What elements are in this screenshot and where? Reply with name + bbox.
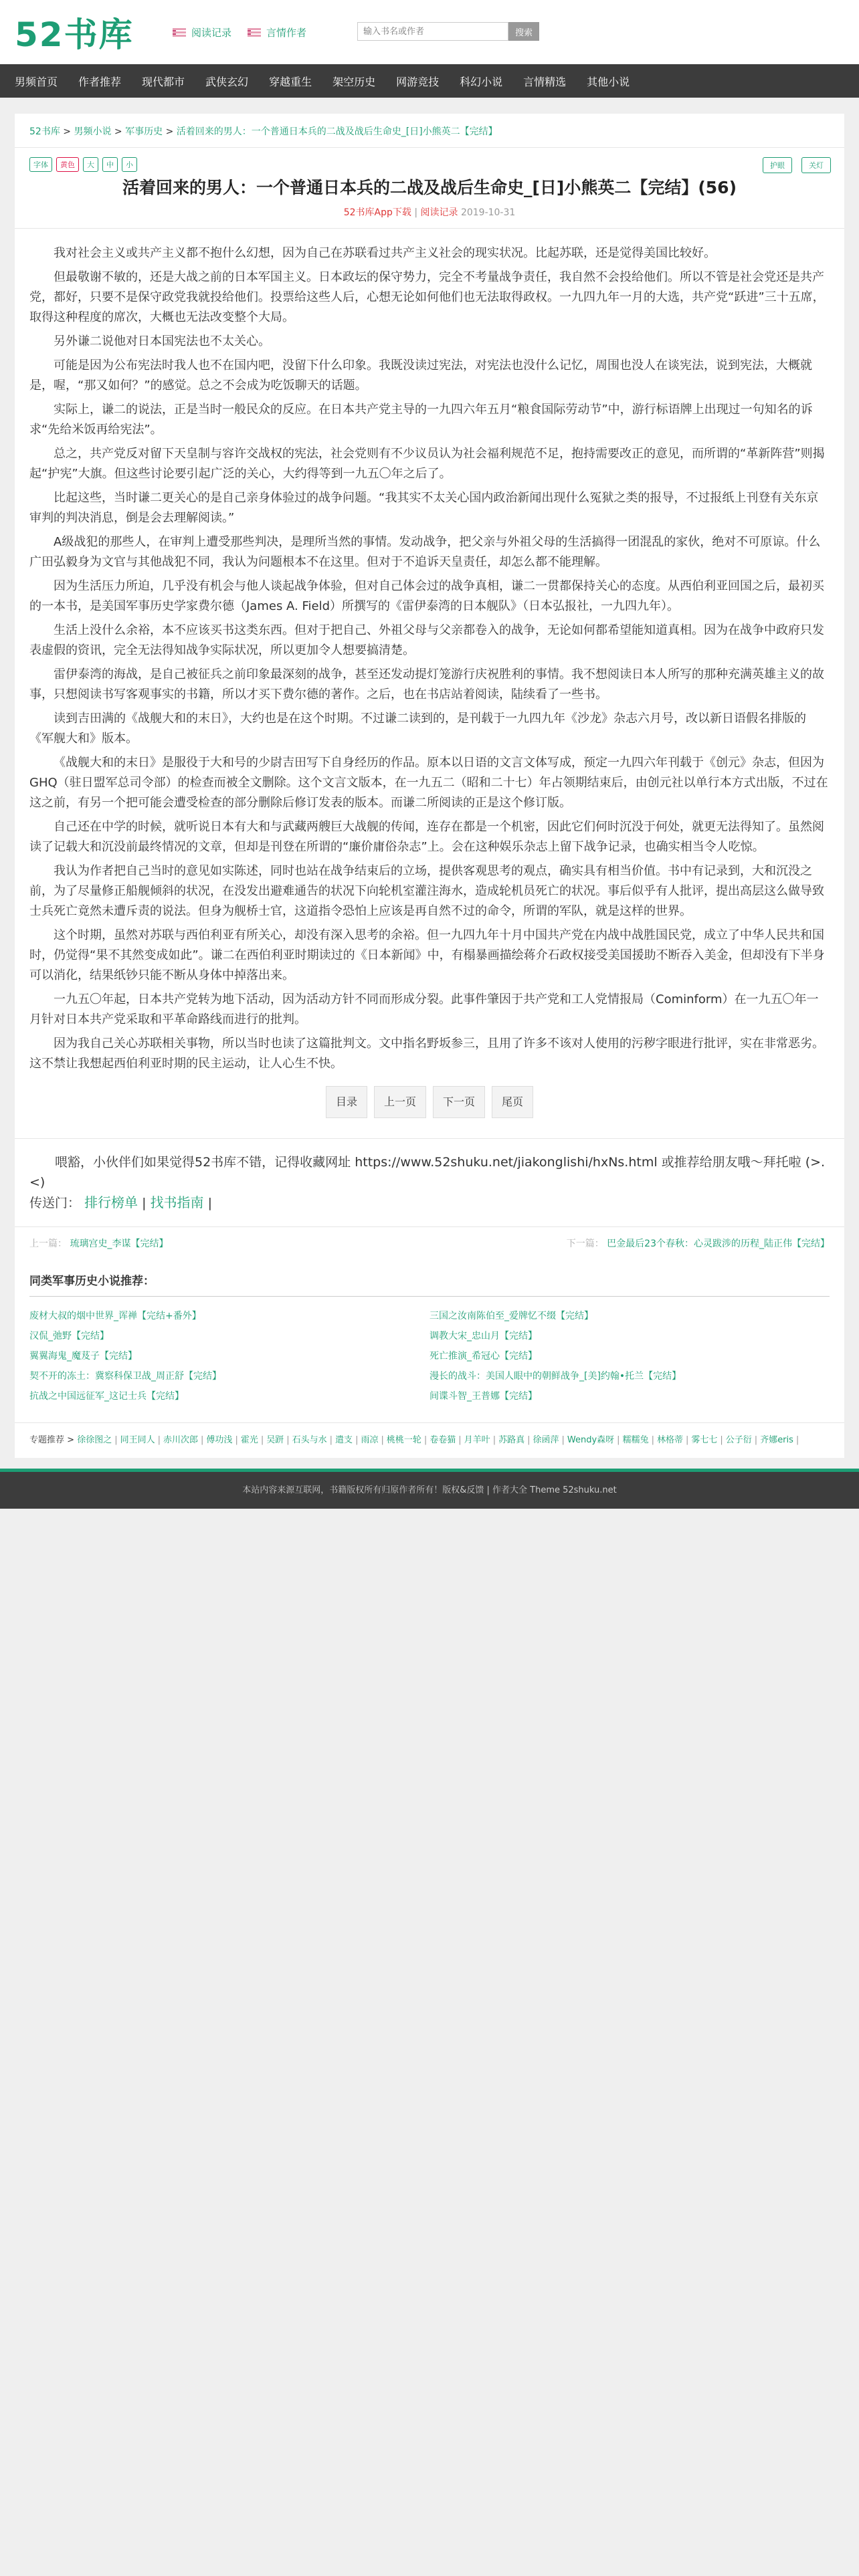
tag-sep: |: [381, 1435, 384, 1445]
tag-sep: |: [561, 1435, 565, 1445]
main-nav: [0, 64, 859, 98]
paragraph: 我认为作者把自己当时的意见如实陈述，同时也站在战争结束后的立场，提供客观思考的观点，确实具有相当价值。书中有记录到，大和沉没之前，为了尽量修正船舰倾斜的状况，在没发出避难通告的状况下向轮机室灌注海水，造成轮机员死亡的状况。事后似乎有人批评，提出高层这么做导致士兵死亡竟然未遭斥责的说法。但身为舰桥士官，这道指令恐怕上应该是再自然不过的命令，所谓的军队，就是这样的世界。: [29, 864, 824, 918]
list-item: [29, 1329, 430, 1342]
search-input[interactable]: [357, 22, 508, 41]
paragraph: 实际上，谦二的说法，正是当时一般民众的反应。在日本共产党主导的一九四六年五月“粮食国际劳动节”中，游行标语牌上出现过一句知名的诉求“先给米饭再给宪法”。: [29, 403, 813, 437]
prev-next-articles: [15, 1226, 844, 1259]
tag-link[interactable]: 雾七七: [691, 1435, 718, 1445]
tag-link[interactable]: 公子衍: [725, 1435, 752, 1445]
tag-sep: |: [201, 1435, 204, 1445]
paragraph: 这个时期，虽然对苏联与西伯利亚有所关心，却没有深入思考的余裕。但一九四九年十月中国共产党在内战中战胜国民党，成立了中华人民共和国时，仍觉得“果不其然变成如此”。谦二在西伯利亚时期读过的《日本新闻》中，有榻暴画描绘蒋介石政权接受美国援助不断吞入美金，但却没有下半身可以消化，结果纸钞只能不断从身体中掉落出来。: [29, 928, 825, 982]
recommend-link[interactable]: 废材大叔的烟中世界_诨禅【完结+番外】: [29, 1311, 201, 1321]
recommend-link[interactable]: 契不开的冻土：冀察科保卫战_周正舒【完结】: [29, 1371, 221, 1382]
paragraph: 生活上没什么余裕，本不应该买书这类东西。但对于把自己、外祖父母与父亲都卷入的战争，无论如何都希望能知道真相。因为在战争中政府只发表虚假的资讯，完全无法得知战争实际状况，所以更加令人想要搞清楚。: [29, 623, 824, 657]
recommend-link[interactable]: 间谍斗智_王普娜【完结】: [430, 1391, 537, 1402]
nav-item[interactable]: 穿越重生: [269, 75, 312, 88]
nav-item[interactable]: 现代都市: [142, 75, 185, 88]
tag-link[interactable]: 同王同人: [120, 1435, 155, 1445]
display-tools: [763, 157, 831, 173]
tag-link[interactable]: 徐函萍: [533, 1435, 559, 1445]
tag-sep: |: [157, 1435, 161, 1445]
portal-label: 传送门：: [29, 1196, 81, 1210]
search-form: [357, 22, 539, 41]
reading-record-link[interactable]: 阅读记录: [420, 207, 458, 218]
size-small-button[interactable]: 小: [122, 157, 137, 172]
author-words-link[interactable]: [248, 25, 306, 39]
recommend-link[interactable]: 汉侃_弛野【完结】: [29, 1331, 109, 1341]
tags-sep: >: [67, 1435, 75, 1445]
last-page-button[interactable]: 尾页: [492, 1086, 533, 1118]
paragraph: 自己还在中学的时候，就听说日本有大和与武藏两艘巨大战舰的传闻，连存在都是一个机密，因此它们何时沉没于何处，就更无法得知了。虽然阅读了记载大和沉没前最终情况的文章，但却是刊登在所谓的“廉价庸俗杂志”上。会在这种娱乐杂志上留下战争记录，也确实相当令人吃惊。: [29, 820, 824, 854]
tags-label: 专题推荐: [29, 1435, 65, 1445]
prev-article: [29, 1237, 168, 1250]
list-item: [430, 1389, 830, 1402]
tag-link[interactable]: 石头与水: [292, 1435, 327, 1445]
prev-page-button[interactable]: 上一页: [374, 1086, 426, 1118]
portal-links: [29, 1192, 830, 1213]
tag-sep: |: [235, 1435, 238, 1445]
color-button[interactable]: 黄色: [56, 157, 79, 172]
tag-link[interactable]: 卷卷猫: [430, 1435, 456, 1445]
breadcrumb-sep: >: [63, 126, 72, 137]
author-words-label: 言情作者: [266, 27, 307, 39]
tag-sep: |: [286, 1435, 290, 1445]
lights-off-button[interactable]: 关灯: [801, 157, 831, 173]
ranking-link[interactable]: 排行榜单: [84, 1194, 138, 1210]
reading-tools: [29, 157, 137, 172]
tag-link[interactable]: Wendy森呀: [567, 1435, 615, 1445]
recommend-link[interactable]: 抗战之中国远征军_这记士兵【完结】: [29, 1391, 184, 1402]
article-box: [15, 114, 844, 1458]
tag-link[interactable]: 遣支: [335, 1435, 353, 1445]
size-large-button[interactable]: 大: [83, 157, 98, 172]
list-item: [29, 1369, 430, 1382]
tag-link[interactable]: 苏路真: [498, 1435, 525, 1445]
prev-label: 上一篇：: [29, 1239, 67, 1249]
tag-list: [77, 1435, 801, 1445]
tag-link[interactable]: 月羊叶: [464, 1435, 490, 1445]
list-item: [430, 1309, 830, 1322]
nav-item[interactable]: 架空历史: [332, 75, 376, 88]
tag-sep: |: [527, 1435, 531, 1445]
topic-tags: [15, 1422, 844, 1458]
nav-item[interactable]: 言情精选: [523, 75, 567, 88]
list-item: [430, 1349, 830, 1362]
nav-item[interactable]: 其他小说: [587, 75, 630, 88]
tag-sep: |: [795, 1435, 799, 1445]
breadcrumb: [15, 114, 844, 148]
list-item: [430, 1369, 830, 1382]
paragraph: 另外谦二说他对日本国宪法也不太关心。: [54, 334, 270, 348]
tag-link[interactable]: 霍光: [240, 1435, 258, 1445]
tag-sep: |: [685, 1435, 689, 1445]
tag-sep: |: [651, 1435, 654, 1445]
breadcrumb-sep: >: [114, 126, 122, 137]
breadcrumb-sep: >: [165, 126, 174, 137]
footer-text: 本站内容来源互联网，书籍版权所有归原作者所有！版权&反馈 | 作者大全 Theme 52shuku.net: [242, 1485, 617, 1495]
nav-item[interactable]: 武侠玄幻: [205, 75, 249, 88]
paragraph: A级战犯的那些人，在审判上遭受那些判决，是理所当然的事情。发动战争，把父亲与外祖父母的生活搞得一团混乱的家伙，绝对不可原谅。什么广田弘毅身为文官与其他战犯不同，我认为问题根本不在这里。但对于不追诉天皇责任，却怎么都不能理解。: [29, 535, 821, 569]
paragraph: 比起这些，当时谦二更关心的是自己亲身体验过的战争问题。“我其实不太关心国内政治新闻出现什么冤狱之类的报导，不过报纸上刊登有关东京审判的判决消息，倒是会去理解阅读。”: [29, 491, 819, 525]
next-article-link[interactable]: 巴金最后23个春秋：心灵跋涉的历程_陆正伟【完结】: [607, 1239, 830, 1249]
tag-link[interactable]: 雨凉: [361, 1435, 379, 1445]
paragraph: 《战舰大和的末日》是服役于大和号的少尉吉田写下自身经历的作品。原本以日语的文言文体写成，预定一九四六年刊载于《创元》杂志，但因为GHQ（驻日盟军总司令部）的检查而被全文删除。这个文言文版本，在一九五二（昭和二十七）年占领期结束后，由创元社以单行本方式出版，不过在这之前，有另一个把可能会遭受检查的部分删除后修订发表的版本。而谦二所阅读的正是这个修订版。: [29, 756, 828, 810]
guide-link[interactable]: 找书指南: [150, 1194, 204, 1210]
nav-item[interactable]: 男频首页: [15, 75, 58, 88]
paragraph: 但最敬谢不敏的，还是大战之前的日本军国主义。日本政坛的保守势力，完全不考量战争责任，我自然不会投给他们。所以不管是社会党还是共产党，都好，只要不是保守政党我就投给他们。投票给这些人后，心想无论如何他们也无法取得政权。一九四九年一月的大选，共产党“跃进”三十五席，取得这种程度的席次，大概也无法改变整个大局。: [29, 270, 825, 324]
portal-sep: |: [207, 1196, 213, 1210]
eye-care-button[interactable]: 护眼: [763, 157, 792, 173]
note-text: 喂豁，小伙伴们如果觉得52书库不错，记得收藏网址 https://www.52shuku.net/jiakonglishi/hxNs.html 或推荐给朋友哦～拜托啦 (>.<): [29, 1155, 826, 1190]
list-icon: [248, 28, 261, 37]
breadcrumb-cat1[interactable]: 男频小说: [74, 126, 112, 137]
recommend-link[interactable]: 死亡推演_希冠心【完结】: [430, 1351, 537, 1362]
paragraph: 因为生活压力所迫，几乎没有机会与他人谈起战争体验，但对自己体会过的战争真相，谦二一贯都保持关心的态度。从西伯利亚回国之后，最初买的一本书，是美国军事历史学家费尔德（James A. Field）所撰写的《雷伊泰湾的日本舰队》（日本弘报社，一九四九年）。: [29, 579, 824, 613]
site-header: [0, 0, 859, 64]
bookmark-note: [15, 1138, 844, 1226]
next-label: 下一篇：: [566, 1239, 604, 1249]
paragraph: 可能是因为公布宪法时我人也不在国内吧，没留下什么印象。我既没读过宪法，对宪法也没什么记忆，周围也没人在谈宪法，说到宪法，大概就是，喔，“那又如何？”的感觉。总之不会成为吃饭聊天的话题。: [29, 358, 812, 393]
next-article: [567, 1237, 830, 1250]
nav-item[interactable]: 科幻小说: [460, 75, 503, 88]
tag-sep: |: [355, 1435, 359, 1445]
tag-link[interactable]: 林格蒂: [656, 1435, 683, 1445]
next-page-button[interactable]: 下一页: [433, 1086, 485, 1118]
tag-sep: |: [329, 1435, 333, 1445]
article-meta: [15, 205, 844, 219]
search-button[interactable]: 搜索: [508, 22, 539, 41]
recommend-section: [15, 1259, 844, 1422]
prev-article-link[interactable]: 琉璃宫史_李谋【完结】: [70, 1239, 169, 1249]
list-item: [29, 1309, 430, 1322]
tag-link[interactable]: 吴趼: [266, 1435, 284, 1445]
paragraph: 一九五〇年起，日本共产党转为地下活动，因为活动方针不同而形成分裂。此事件肇因于共产党和工人党情报局（Cominform）在一九五〇年一月针对日本共产党采取和平革命路线而进行的批判。: [29, 992, 819, 1027]
tag-sep: |: [423, 1435, 427, 1445]
tag-sep: |: [617, 1435, 620, 1445]
recommend-title: 同类军事历史小说推荐：: [29, 1271, 830, 1297]
font-button[interactable]: 字体: [29, 157, 52, 172]
tag-link[interactable]: 桃桃一轮: [386, 1435, 421, 1445]
title-bar: [15, 148, 844, 229]
breadcrumb-home[interactable]: 52书库: [29, 126, 60, 137]
read-record-link[interactable]: [173, 25, 231, 39]
recommend-link[interactable]: 三国之汝南陈伯至_爱牌忆不缀【完结】: [430, 1311, 593, 1321]
article-content: [15, 229, 844, 1138]
tag-sep: |: [114, 1435, 118, 1445]
portal-sep: |: [142, 1196, 147, 1210]
list-icon: [173, 28, 186, 37]
tag-sep: |: [260, 1435, 264, 1445]
breadcrumb-cat2[interactable]: 军事历史: [125, 126, 163, 137]
tag-link[interactable]: 徐徐图之: [77, 1435, 112, 1445]
list-item: [430, 1329, 830, 1342]
toc-button[interactable]: 目录: [326, 1086, 367, 1118]
recommend-list: [29, 1309, 830, 1416]
nav-item[interactable]: 作者推荐: [78, 75, 122, 88]
tag-sep: |: [720, 1435, 723, 1445]
paragraph: 因为我自己关心苏联相关事物，所以当时也读了这篇批判文。文中指名野坂参三，且用了许多不该对人使用的污秽字眼进行批评，实在非常恶劣。这不禁让我想起西伯利亚时期的民主运动，让人心生不快。: [29, 1037, 824, 1071]
nav-item[interactable]: 网游竞技: [396, 75, 440, 88]
size-medium-button[interactable]: 中: [102, 157, 118, 172]
list-item: [29, 1389, 430, 1402]
meta-sep: |: [414, 207, 418, 218]
list-item: [29, 1349, 430, 1362]
page-title: 活着回来的男人：一个普通日本兵的二战及战后生命史_[日]小熊英二【完结】(56): [122, 178, 737, 197]
tag-link[interactable]: 傅功浅: [206, 1435, 233, 1445]
recommend-link[interactable]: 翼翼海鬼_魔芨子【完结】: [29, 1351, 137, 1362]
paragraph: 我对社会主义或共产主义都不抱什么幻想，因为自己在苏联看过共产主义社会的现实状况。比起苏联，还是觉得美国比较好。: [54, 246, 716, 260]
recommend-link[interactable]: 调教大宋_忠山月【完结】: [430, 1331, 537, 1341]
tag-link[interactable]: 齐娜eris: [760, 1435, 793, 1445]
recommend-link[interactable]: 漫长的战斗：美国人眼中的朝鲜战争_[美]约翰•托兰【完结】: [430, 1371, 682, 1382]
site-footer: [0, 1469, 859, 1509]
publish-date: 2019-10-31: [460, 207, 516, 218]
tag-sep: |: [492, 1435, 496, 1445]
breadcrumb-current[interactable]: 活着回来的男人：一个普通日本兵的二战及战后生命史_[日]小熊英二【完结】: [176, 126, 498, 137]
site-logo[interactable]: 52书库: [15, 15, 134, 54]
tag-link[interactable]: 糯糯兔: [622, 1435, 649, 1445]
paragraph: 读到吉田满的《战舰大和的末日》，大约也是在这个时期。不过谦二读到的，是刊载于一九四九年《沙龙》杂志六月号，改以新日语假名排版的《军舰大和》版本。: [29, 712, 806, 746]
app-download-link[interactable]: 52书库App下载: [343, 207, 411, 218]
read-record-label: 阅读记录: [191, 27, 232, 39]
paragraph: 总之，共产党反对留下天皇制与容许交战权的宪法，社会党则有不少议员认为社会福利规范不足，抱持需要改正的意见，而所谓的“革新阵营”则揭起“护宪”大旗。但这些讨论要引起广泛的关心，大约得等到一九五〇年之后了。: [29, 447, 825, 481]
tag-sep: |: [754, 1435, 758, 1445]
tag-sep: |: [458, 1435, 462, 1445]
pager: [29, 1086, 830, 1118]
tag-link[interactable]: 赤川次郎: [163, 1435, 199, 1445]
paragraph: 雷伊泰湾的海战，是自己被征兵之前印象最深刻的战争，甚至还发动提灯笼游行庆祝胜利的事情。我不想阅读日本人所写的那种充满英雄主义的故事，只想阅读书写客观事实的书籍，所以才买下费尔德的著作。之后，也在书店站着阅读，陆续看了一些书。: [29, 667, 824, 702]
